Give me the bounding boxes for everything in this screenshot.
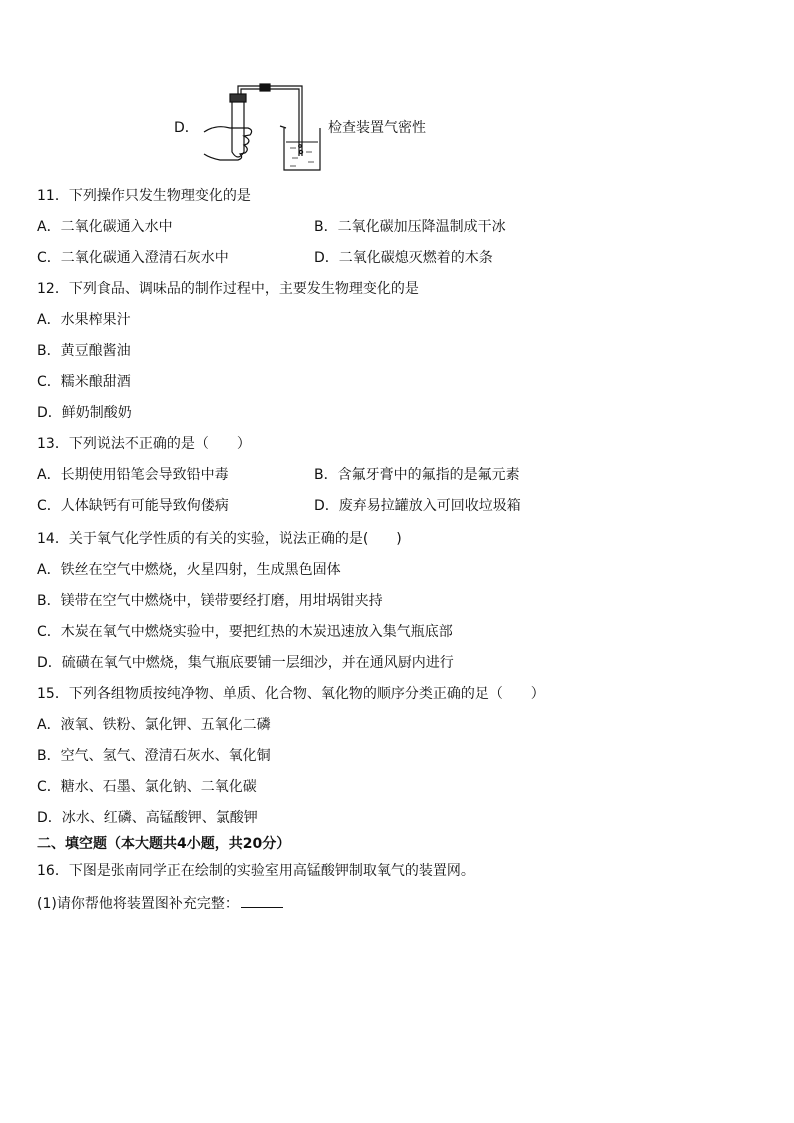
q14-option-d: D．硫磺在氧气中燃烧，集气瓶底要铺一层细沙，并在通风厨内进行 <box>37 655 454 671</box>
q14-option-c: C．木炭在氧气中燃烧实验中，要把红热的木炭迅速放入集气瓶底部 <box>37 624 453 640</box>
question-16-stem: 16．下图是张南同学正在绘制的实验室用高锰酸钾制取氧气的装置网。 <box>37 863 475 879</box>
q15-option-b: B．空气、氢气、澄清石灰水、氧化铜 <box>37 748 271 764</box>
answer-blank[interactable] <box>241 895 283 908</box>
q14-option-b: B．镁带在空气中燃烧中，镁带要经打磨，用坩埚钳夹持 <box>37 593 383 609</box>
q13-option-d: D．废弃易拉罐放入可回收垃圾箱 <box>314 498 521 514</box>
q16-sub1-text: (1)请你帮他将装置图补充完整： <box>37 896 239 912</box>
question-15-stem: 15．下列各组物质按纯净物、单质、化合物、氧化物的顺序分类正确的足（ ） <box>37 686 545 702</box>
q11-option-b: B．二氧化碳加压降温制成干冰 <box>314 219 506 235</box>
figure-caption: 检查装置气密性 <box>328 120 426 136</box>
question-11-stem: 11．下列操作只发生物理变化的是 <box>37 188 251 204</box>
q13-option-c: C．人体缺钙有可能导致佝偻病 <box>37 498 229 514</box>
question-14-stem: 14．关于氧气化学性质的有关的实验，说法正确的是( ) <box>37 531 402 547</box>
q12-option-c: C．糯米酿甜酒 <box>37 374 131 390</box>
delivery-tube <box>238 86 302 156</box>
q11-option-c: C．二氧化碳通入澄清石灰水中 <box>37 250 229 266</box>
q12-option-a: A．水果榨果汁 <box>37 312 131 328</box>
q13-option-b: B．含氟牙膏中的氟指的是氟元素 <box>314 467 520 483</box>
figure-option-label: D． <box>174 120 199 136</box>
q14-option-a: A．铁丝在空气中燃烧，火星四射，生成黑色固体 <box>37 562 341 578</box>
q15-option-c: C．糖水、石墨、氯化钠、二氧化碳 <box>37 779 257 795</box>
q13-option-a: A．长期使用铅笔会导致铅中毒 <box>37 467 229 483</box>
q11-option-a: A．二氧化碳通入水中 <box>37 219 173 235</box>
q15-option-d: D．冰水、红磷、高锰酸钾、氯酸钾 <box>37 810 258 826</box>
stopper <box>230 94 246 102</box>
question-13-stem: 13．下列说法不正确的是（ ） <box>37 436 251 452</box>
q11-option-d: D．二氧化碳熄灭燃着的木条 <box>314 250 493 266</box>
section-heading: 二、填空题（本大题共4小题，共20分） <box>37 836 291 852</box>
question-12-stem: 12．下列食品、调味品的制作过程中，主要发生物理变化的是 <box>37 281 419 297</box>
q15-option-a: A．液氧、铁粉、氯化钾、五氧化二磷 <box>37 717 271 733</box>
q12-option-d: D．鲜奶制酸奶 <box>37 405 132 421</box>
question-16-sub1 <box>37 895 283 913</box>
airtightness-figure <box>160 82 460 177</box>
q12-option-b: B．黄豆酿酱油 <box>37 343 131 359</box>
